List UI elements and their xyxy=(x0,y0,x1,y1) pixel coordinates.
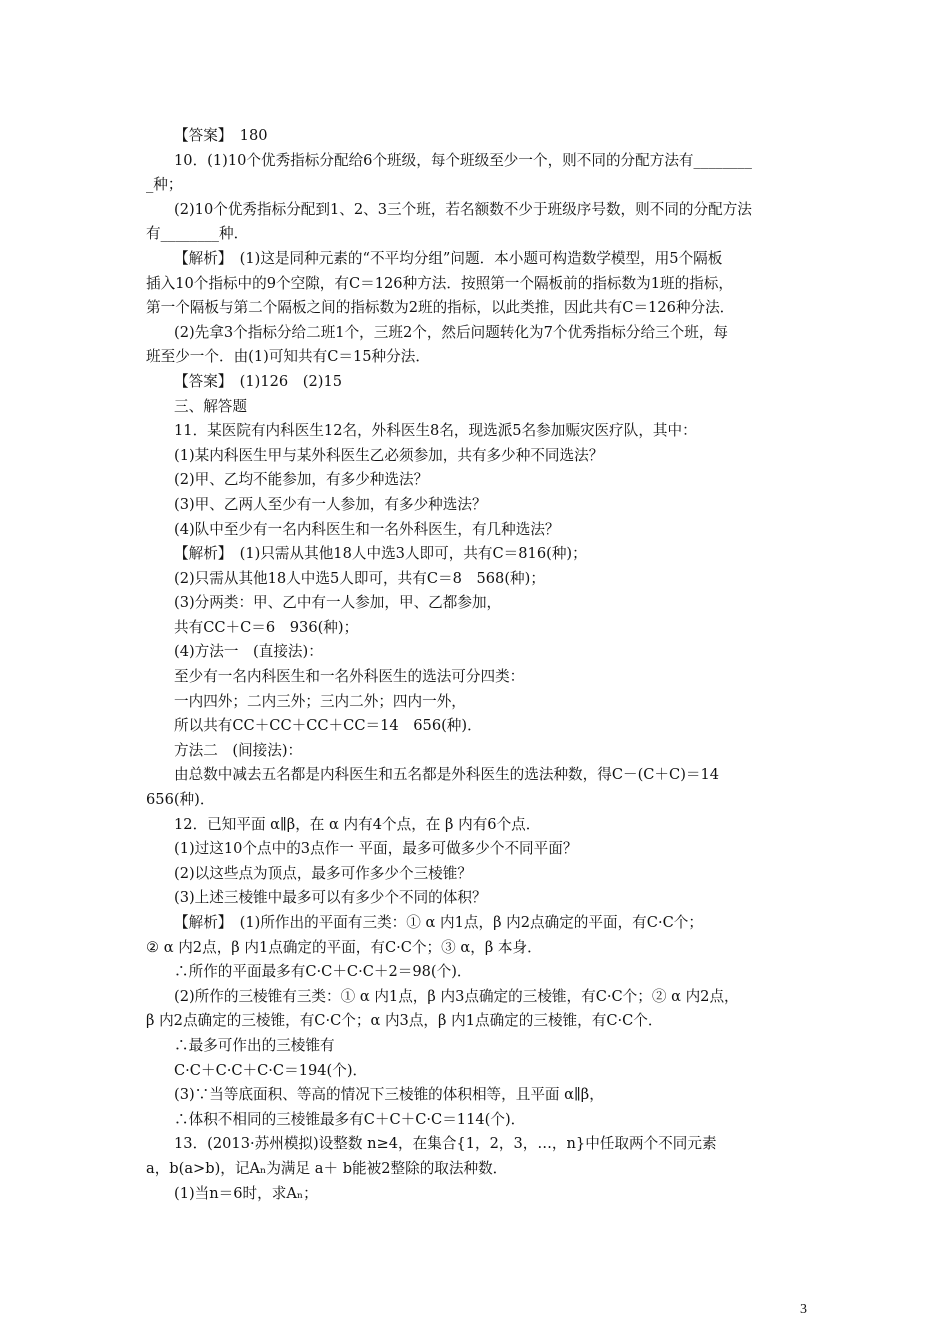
text-line: 11．某医院有内科医生12名，外科医生8名，现选派5名参加赈灾医疗队，其中： xyxy=(174,422,697,440)
text-line: 所以共有CC＋CC＋CC＋CC＝14 656(种)． xyxy=(174,717,482,735)
text-line: 【解析】 (1)所作出的平面有三类：① α 内1点，β 内2点确定的平面，有C·C个； xyxy=(174,914,703,931)
text-line: ∴体积不相同的三棱锥最多有C＋C＋C·C＝114(个)． xyxy=(174,1110,526,1128)
text-line: ② α 内2点，β 内1点确定的平面，有C·C个；③ α，β 本身． xyxy=(146,938,542,956)
text-line: 共有CC＋C＝6 936(种)； xyxy=(174,618,359,636)
text-line: (1)当n＝6时，求Aₙ； xyxy=(174,1184,318,1202)
text-line: _种； xyxy=(146,176,183,194)
text-line: (2)10个优秀指标分配到1、2、3三个班，若名额数不少于班级序号数，则不同的分配方法 xyxy=(174,200,752,218)
text-line: (1)某内科医生甲与某外科医生乙必须参加，共有多少种不同选法？ xyxy=(174,446,604,464)
text-line: 插入10个指标中的9个空隙，有C＝126种方法．按照第一个隔板前的指标数为1班的指标， xyxy=(146,274,733,292)
text-line: 一内四外；二内三外；三内二外；四内一外， xyxy=(174,692,466,710)
text-line: 【解析】 (1)只需从其他18人中选3人即可，共有C＝816(种)； xyxy=(174,545,587,563)
text-line: 【解析】 (1)这是同种元素的“不平均分组”问题．本小题可构造数学模型，用5个隔板 xyxy=(174,249,723,267)
text-line: ∴所作的平面最多有C·C＋C·C＋2＝98(个)． xyxy=(174,963,472,981)
text-line: (3)∵当等底面积、等高的情况下三棱锥的体积相等，且平面 α∥β， xyxy=(174,1086,604,1104)
text-line: (2)只需从其他18人中选5人即可，共有C＝8 568(种)； xyxy=(174,569,545,587)
text-line: (2)所作的三棱锥有三类：① α 内1点，β 内3点确定的三棱锥，有C·C个；② α 内2点， xyxy=(174,987,739,1005)
text-line: (3)分两类：甲、乙中有一人参加，甲、乙都参加， xyxy=(174,594,502,612)
text-line: (2)甲、乙均不能参加，有多少种选法？ xyxy=(174,471,429,489)
text-line: 由总数中减去五名都是内科医生和五名都是外科医生的选法种数，得C－(C＋C)＝14 xyxy=(174,766,720,784)
text-line: (3)上述三棱锥中最多可以有多少个不同的体积？ xyxy=(174,889,487,907)
text-line: (4)队中至少有一名内科医生和一名外科医生，有几种选法？ xyxy=(174,520,560,538)
text-line: (4)方法一 (直接法)： xyxy=(174,643,323,661)
text-line: 656(种)． xyxy=(146,791,215,809)
text-line: β 内2点确定的三棱锥，有C·C个；α 内3点，β 内1点确定的三棱锥，有C·C个． xyxy=(146,1012,663,1030)
text-line: 12．已知平面 α∥β，在 α 内有4个点，在 β 内有6个点． xyxy=(174,815,541,833)
text-line: ∴最多可作出的三棱锥有 xyxy=(174,1036,335,1054)
text-line: a，b(a>b)，记Aₙ为满足 a＋ b能被2整除的取法种数． xyxy=(146,1159,508,1177)
page-number: 3 xyxy=(800,1302,807,1317)
text-line: C·C＋C·C＋C·C＝194(个)． xyxy=(174,1061,368,1079)
text-line: 至少有一名内科医生和一名外科医生的选法可分四类： xyxy=(174,668,525,686)
text-line: (2)先拿3个指标分给二班1个，三班2个，然后问题转化为7个优秀指标分给三个班，每 xyxy=(174,323,729,341)
text-line: 13．(2013·苏州模拟)设整数 n≥4，在集合{1，2，3，…，n}中任取两个不同元素 xyxy=(174,1135,717,1153)
text-line: 有________种． xyxy=(146,225,249,243)
text-line: 【答案】 (1)126 (2)15 xyxy=(174,372,343,390)
text-line: 方法二 (间接法)： xyxy=(174,741,303,759)
text-line: (1)过这10个点中的3点作一 平面，最多可做多少个不同平面？ xyxy=(174,840,578,858)
text-line: 三、解答题 xyxy=(174,397,247,415)
text-line: 【答案】 180 xyxy=(174,127,268,144)
text-line: 第一个隔板与第二个隔板之间的指标数为2班的指标，以此类推，因此共有C＝126种分法． xyxy=(146,299,735,317)
text-line: (2)以这些点为顶点，最多可作多少个三棱锥？ xyxy=(174,864,472,882)
text-line: (3)甲、乙两人至少有一人参加，有多少种选法？ xyxy=(174,495,487,513)
text-body xyxy=(146,124,810,1206)
text-line: 班至少一个．由(1)可知共有C＝15种分法． xyxy=(146,348,430,366)
text-line: 10．(1)10个优秀指标分配给6个班级，每个班级至少一个，则不同的分配方法有________ xyxy=(174,151,752,169)
